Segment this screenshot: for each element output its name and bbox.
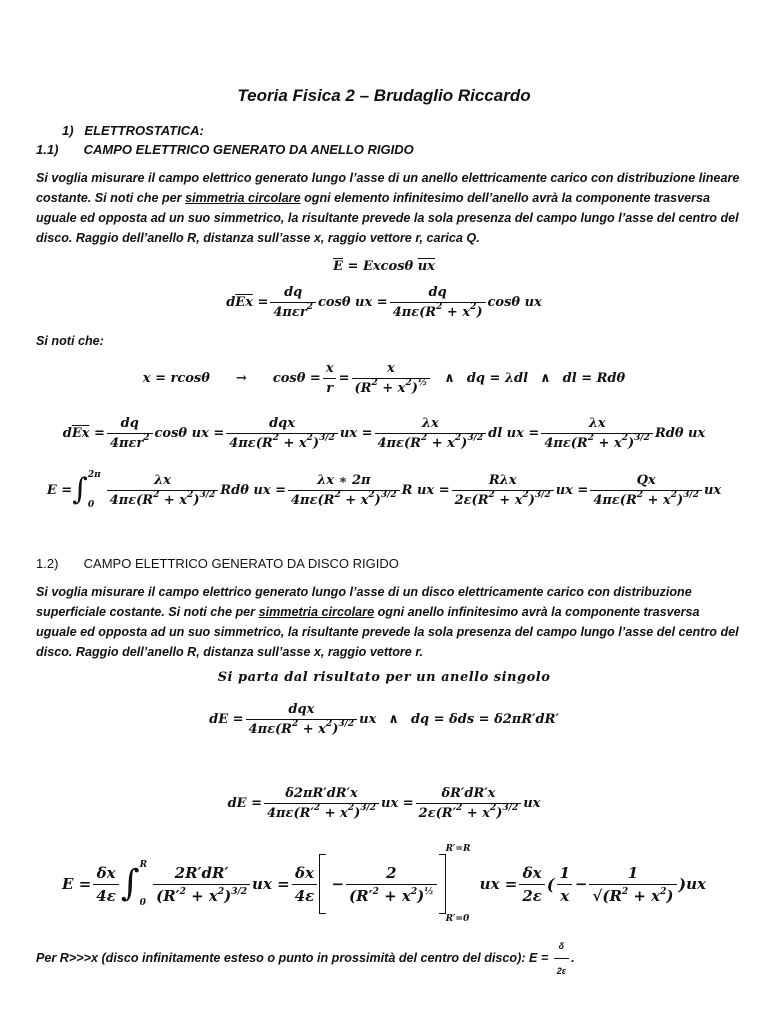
- equation: x = rcosθ → cosθ = $\frac{x}{r}$ = $\frac{x}{(R^2 + x^2)^{\frac{1}{2}}}$ ∧ dq = λdl ∧ dl = Rdθ: [142, 360, 626, 396]
- paragraph-text: Si voglia misurare il campo elettrico generato lungo l’asse di un anello elettricamente carico con distribuzione lineare costante. Si noti che per: [36, 171, 740, 205]
- result-fraction: $\frac{\delta}{2\varepsilon}$: [554, 936, 569, 981]
- section-number: 1): [62, 123, 74, 138]
- subsection-label: CAMPO ELETTRICO GENERATO DA ANELLO RIGIDO: [83, 142, 414, 157]
- paragraph-text: Si voglia misurare il campo elettrico generato lungo l’asse di un disco elettricamente carico con distribuzione superficiale costante. Si noti che per: [36, 585, 692, 619]
- subsection-heading-1-1: [36, 142, 414, 157]
- paragraph-text: ogni anello infinitesimo avrà la componente trasversa uguale ed opposta ad un suo simmetrico, la risultante prevede la sola presenza del campo lungo l’asse del centro del disco. Raggio dell’anello R, distanza sull’asse x, raggio vettore r.: [36, 605, 739, 659]
- equation: $\overline{E}$ = Excosθ $\overline{ux}$: [333, 258, 435, 274]
- paragraph-disco: [36, 582, 742, 662]
- paragraph-anello: [36, 168, 742, 248]
- section-heading: [62, 123, 204, 138]
- section-label: ELETTROSTATICA:: [84, 123, 204, 138]
- equation: dE = $\frac{\text{dqx}}{4\pi\varepsilon(R^2 + x^2)^{3/2}}$ ux ∧ dq = δds = δ2πR′dR′: [209, 701, 559, 737]
- note-label: Si noti che:: [36, 334, 104, 348]
- subsection-number: 1.2): [36, 556, 59, 571]
- final-note-text: Per R>>>x (disco infinitamente esteso o punto in prossimità del centro del disco): E =: [36, 950, 552, 965]
- equation: dE = $\frac{\delta 2\pi R'dR'x}{4\pi\varepsilon(R'^2 + x^2)^{3/2}}$ ux = $\frac{\delta R'dR'x}{2\varepsilon(R'^2 + x^2)^{3/2}}$ ux: [227, 785, 541, 821]
- underlined-term: simmetria circolare: [258, 605, 375, 619]
- paragraph-text: ogni elemento infinitesimo dell’anello avrà la componente trasversa uguale ed opposta ad un suo simmetrico, la risultante prevede la sola presenza del campo lungo l’asse del centro del disco. Raggio dell’anello R, distanza sull’asse x, raggio vettore r, carica Q.: [36, 191, 739, 245]
- equation: d $\overline{Ex}$ = $\frac{dq}{4\pi\varepsilon r^2}$ cosθ ux = $\frac{\text{dqx}}{4\pi\varepsilon(R^2 + x^2)^{3/2}}$ ux = $\frac{\lambda x}{4\pi\varepsilon(R^2 + x^2)^{3/2}}$ dl ux = $\frac{\lambda x}{4\pi\varepsilon(R^2 + x^2)^{3/2}}$ Rdθ ux: [62, 415, 706, 451]
- page-title: Teoria Fisica 2 – Brudaglio Riccardo: [237, 86, 531, 105]
- subsection-heading-1-2: [36, 556, 399, 571]
- final-note: Per R>>>x (disco infinitamente esteso o punto in prossimità del centro del disco): E = $\frac{\delta}{2\varepsilon}$ .: [36, 936, 742, 981]
- subsection-label: CAMPO ELETTRICO GENERATO DA DISCO RIGIDO: [83, 556, 399, 571]
- center-note: Si parta dal risultato per un anello singolo: [217, 670, 551, 685]
- equation: E = $\frac{\delta x}{4\varepsilon}$ ∫ R 0 $\frac{2R'dR'}{(R'^2 + x^2)^{3/2}}$ ux = $\frac{\delta x}{4\varepsilon}$ − $\frac{2}{(R'^2 + x^2)^{\frac{1}{2}}}$ R′=R R′=0 ux = $\frac{\delta x}{2\varepsilon}$ ( $\frac{1}{x}$ − $\frac{1}{√(R^2 + x^2)}$ ) ux: [62, 844, 706, 924]
- subsection-number: 1.1): [36, 142, 59, 157]
- equation: E = ∫ 2π 0 $\frac{\lambda x}{4\pi\varepsilon(R^2 + x^2)^{3/2}}$ Rdθ ux = $\frac{\lambda x ∗ 2\pi}{4\pi\varepsilon(R^2 + x^2)^{3/2}}$ R ux = $\frac{\text{Rλx}}{2\varepsilon(R^2 + x^2)^{3/2}}$ ux = $\frac{Qx}{4\pi\varepsilon(R^2 + x^2)^{3/2}}$ ux: [46, 470, 722, 510]
- equation: d $\overline{Ex}$ = $\frac{dq}{4\pi\varepsilon r^2}$ cosθ ux = $\frac{dq}{4\pi\varepsilon(R^2 + x^2)}$ cosθ ux: [226, 284, 542, 320]
- underlined-term: simmetria circolare: [185, 191, 301, 205]
